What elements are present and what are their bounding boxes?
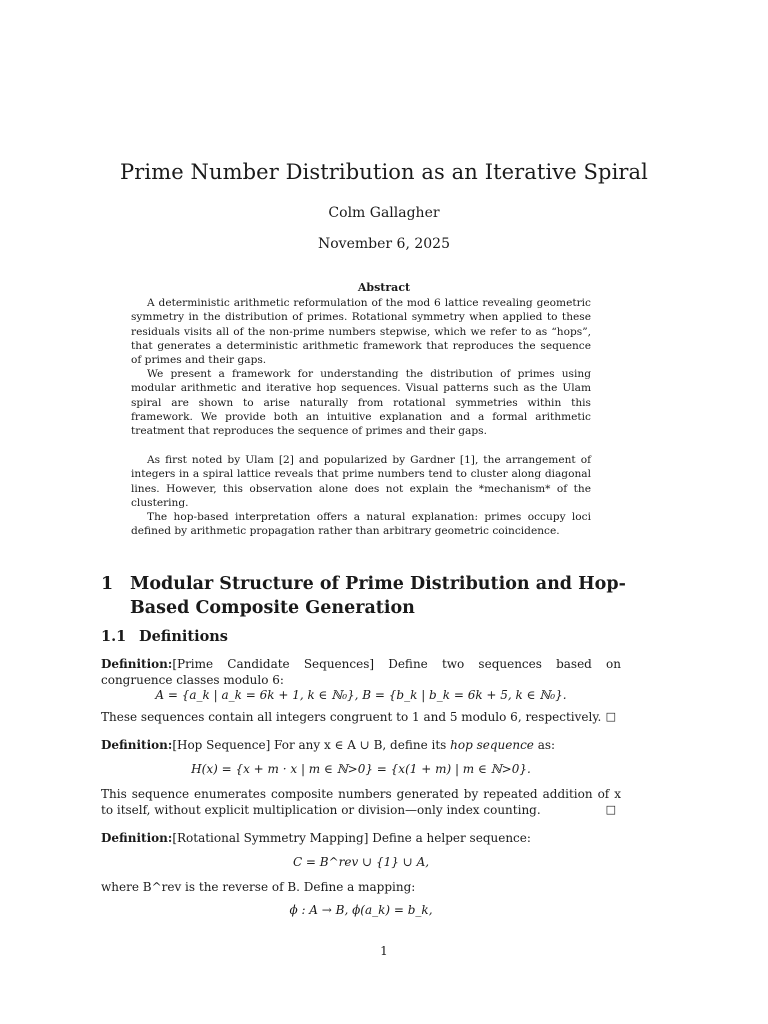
definition-text: [Hop Sequence] For any x ∈ A ∪ B, define its [172,738,451,752]
abstract-text-2: We present a framework for understanding the distribution of primes using modular arithmetic and iterative hop sequences. Visual patterns such as the Ulam spiral are shown to arise naturally from rotational symmetries within this framework. We provide both an intuitive explanation and a formal arithmetic treatment that reproduces the sequence of primes and their gaps. [131,368,591,438]
definition-after-text: These sequences contain all integers congruent to 1 and 5 modulo 6, respectively. [101,710,602,724]
definition-hop-sequence [101,737,621,753]
paper-date: November 6, 2025 [318,236,450,252]
paper-title: Prime Number Distribution as an Iterative Spiral [120,160,648,184]
section-title: Modular Structure of Prime Distribution and Hop-Based Composite Generation [130,574,626,618]
subsection-heading [101,628,228,645]
abstract-paragraph-3 [131,453,591,510]
subsection-number: 1.1 [101,628,127,645]
definition-after-text: This sequence enumerates composite numbers generated by repeated addition of x to itself, without explicit multiplication or division—only index counting. [101,787,621,817]
definition-label: Definition: [101,831,173,845]
definition-label: Definition: [101,738,173,752]
abstract-paragraph-1 [131,296,591,367]
section-heading [101,572,661,620]
paper-author: Colm Gallagher [328,205,440,221]
definition-prime-candidates [101,656,621,688]
formula-helper-sequence: C = B^rev ∪ {1} ∪ A, [292,855,430,869]
definition-text-end: as: [533,738,556,752]
section-number: 1 [101,574,114,594]
abstract-text-4: The hop-based interpretation offers a natural explanation: primes occupy loci defined by arithmetic propagation rather than arbitrary geometric coincidence. [131,511,591,538]
definition-text: [Prime Candidate Sequences] Define two sequences based on congruence classes modulo 6: [101,657,621,687]
definition-after-text: where B^rev is the reverse of B. Define a mapping: [101,880,416,894]
definition-emphasis: hop sequence [450,738,534,752]
abstract-text-3: As first noted by Ulam [2] and popularized by Gardner [1], the arrangement of integers in a spiral lattice reveals that prime numbers tend to cluster along diagonal lines. However, this observation alone does not explain the *mechanism* of the clustering. [131,454,591,509]
definition-text: [Rotational Symmetry Mapping] Define a helper sequence: [172,831,531,845]
abstract-paragraph-2 [131,367,591,438]
qed-symbol: □ [605,803,616,816]
definition-label: Definition: [101,657,173,671]
formula-mapping: ϕ : A → B, ϕ(a_k) = b_k, [289,903,433,917]
abstract-paragraph-4 [131,510,591,539]
subsection-title: Definitions [139,628,228,645]
definition-rotational-symmetry [101,830,621,846]
page-number: 1 [380,944,388,958]
formula-prime-candidates: A = {a_k | a_k = 6k + 1, k ∈ ℕ₀}, B = {b_k | b_k = 6k + 5, k ∈ ℕ₀}. [155,688,567,702]
abstract-text-1: A deterministic arithmetic reformulation of the mod 6 lattice revealing geometric symmetry in the distribution of primes. Rotational symmetry when applied to these residuals visits all of the non-prime numbers stepwise, which we refer to as “hops”, that generates a deterministic arithmetic framework that reproduces the sequence of primes and their gaps. [131,297,591,367]
formula-hop-sequence: H(x) = {x + m · x | m ∈ ℕ>0} = {x(1 + m) | m ∈ ℕ>0}. [191,762,531,776]
abstract-heading: Abstract [357,281,411,294]
qed-symbol: □ [605,710,616,723]
